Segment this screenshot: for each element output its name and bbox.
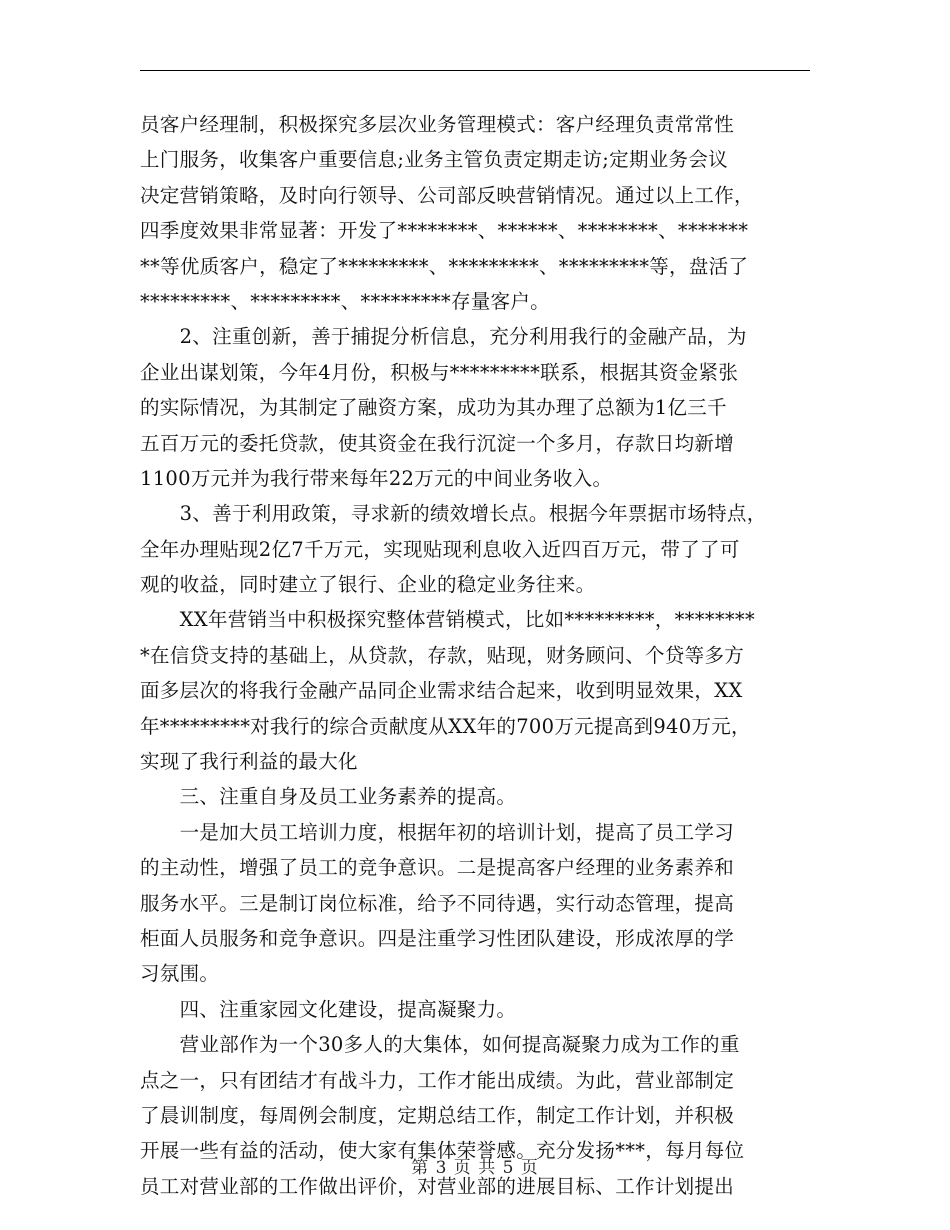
text-line: **等优质客户，稳定了*********、*********、*********等，盘活了 (140, 254, 749, 278)
text-line: 点之一，只有团结才有战斗力，工作才能出成绩。为此，营业部制定 (140, 1068, 735, 1092)
text-line: 观的收益，同时建立了银行、企业的稳定业务往来。 (140, 573, 596, 597)
text-line: *********、*********、*********存量客户。 (140, 289, 550, 313)
text-line: 的实际情况，为其制定了融资方案，成功为其办理了总额为1亿三千 (140, 396, 727, 420)
text-line: 全年办理贴现2亿7千万元，实现贴现利息收入近四百万元，带了了可 (140, 537, 740, 561)
text-line: XX年营销当中积极探究整体营销模式，比如*********，******** (140, 608, 756, 632)
text-line: 企业出谋划策，今年4月份，积极与*********联系，根据其资金紧张 (140, 360, 739, 384)
text-line: 的主动性，增强了员工的竞争意识。二是提高客户经理的业务素养和 (140, 856, 735, 880)
text-line: 营业部作为一个30多人的大集体，如何提高凝聚力成为工作的重 (140, 1033, 740, 1057)
text-line: 习氛围。 (140, 962, 220, 986)
text-line: 员工对营业部的工作做出评价，对营业部的进展目标、工作计划提出 (140, 1174, 735, 1198)
header-rule (140, 70, 810, 71)
text-line: 五百万元的委托贷款，使其资金在我行沉淀一个多月，存款日均新增 (140, 431, 735, 455)
page-number-footer: 第 3 页 共 5 页 (411, 1158, 539, 1178)
text-line: 上门服务，收集客户重要信息;业务主管负责定期走访;定期业务会议 (140, 148, 728, 172)
text-line: 一是加大员工培训力度，根据年初的培训计划，提高了员工学习 (140, 820, 735, 844)
text-line: 实现了我行利益的最大化 (140, 750, 358, 774)
text-line: 2、注重创新，善于捕捉分析信息，充分利用我行的金融产品，为 (140, 325, 747, 349)
text-line: 三、注重自身及员工业务素养的提高。 (140, 785, 517, 809)
text-line: 柜面人员服务和竞争意识。四是注重学习性团队建设，形成浓厚的学 (140, 926, 735, 950)
text-line: 了晨训制度，每周例会制度，定期总结工作，制定工作计划，并积极 (140, 1103, 735, 1127)
text-line: 开展一些有益的活动，使大家有集体荣誉感。充分发扬***，每月每位 (140, 1139, 745, 1163)
text-line: 年*********对我行的综合贡献度从XX年的700万元提高到940万元， (140, 714, 751, 738)
text-line: 四、注重家园文化建设，提高凝聚力。 (140, 997, 517, 1021)
document-body (140, 107, 820, 1204)
text-line: 面多层次的将我行金融产品同企业需求结合起来，收到明显效果，XX (140, 679, 743, 703)
text-line: 3、善于利用政策，寻求新的绩效增长点。根据今年票据市场特点， (140, 502, 767, 526)
text-line: 决定营销策略，及时向行领导、公司部反映营销情况。通过以上工作， (140, 183, 754, 207)
text-line: 员客户经理制，积极探究多层次业务管理模式：客户经理负责常常性 (140, 113, 735, 136)
text-line: *在信贷支持的基础上，从贷款，存款，贴现，财务顾问、个贷等多方 (140, 643, 745, 667)
text-line: 四季度效果非常显著：开发了********、******、********、******* (140, 219, 749, 243)
text-line: 1100万元并为我行带来每年22万元的中间业务收入。 (140, 466, 613, 490)
text-line: 服务水平。三是制订岗位标准，给予不同待遇，实行动态管理，提高 (140, 891, 735, 915)
